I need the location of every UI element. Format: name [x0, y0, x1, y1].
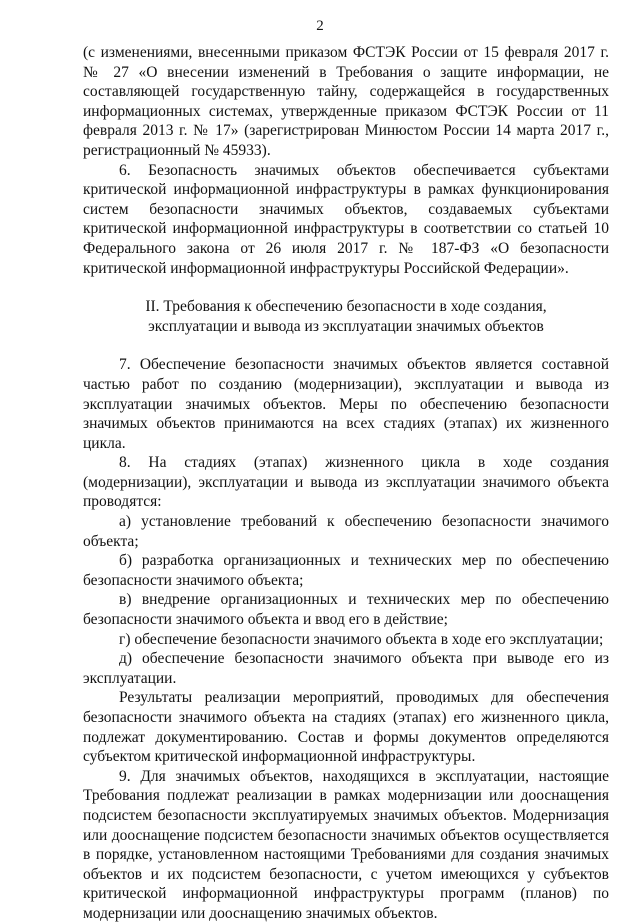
page-number: 2 — [316, 18, 324, 34]
intro-paragraph: (с изменениями, внесенными приказом ФСТЭК России от 15 февраля 2017 г. № 27 «О внесении изменений в Требования о защите информации, не составляющей государственную тайну, содержащейся в государственных информационных системах, утвержденные приказом ФСТЭК России от 11 февраля 2013 г. № 17» (зарегистрирован Минюстом России 14 марта 2017 г., регистрационный № 45933). — [83, 44, 609, 159]
document-body — [83, 43, 609, 924]
section-heading-line-2: эксплуатации и вывода из эксплуатации значимых объектов — [148, 317, 544, 335]
section-heading — [83, 297, 609, 336]
section-heading-line-1: II. Требования к обеспечению безопасности в ходе создания, — [145, 298, 547, 316]
results-paragraph: Результаты реализации мероприятий, проводимых для обеспечения безопасности значимого объекта на стадиях (этапах) его жизненного цикла, подлежат документированию. Состав и формы документов определяются субъектом критической информационной инфраструктуры. — [83, 689, 609, 766]
item-8-paragraph: 8. На стадиях (этапах) жизненного цикла в ходе создания (модернизации), эксплуатации и вывода из эксплуатации значимого объекта проводятся: — [83, 454, 609, 511]
item-8-list-item-a: а) установление требований к обеспечению безопасности значимого объекта; — [83, 513, 609, 550]
item-8-list-item-b: б) разработка организационных и технических мер по обеспечению безопасности значимого объекта; — [83, 552, 609, 589]
item-6-paragraph: 6. Безопасность значимых объектов обеспечивается субъектами критической информационной инфраструктуры в рамках функционирования систем безопасности значимых объектов, создаваемых субъектами критической информационной инфраструктуры в соответствии со статьей 10 Федерального закона от 26 июля 2017 г. № 187-ФЗ «О безопасности критической информационной инфраструктуры Российской Федерации». — [83, 161, 609, 277]
item-8-list-item-e: д) обеспечение безопасности значимого объекта при выводе его из эксплуатации. — [83, 650, 609, 687]
item-8-list-item-c: в) внедрение организационных и технических мер по обеспечению безопасности значимого объекта и ввод его в действие; — [83, 591, 609, 629]
item-7-paragraph: 7. Обеспечение безопасности значимых объектов является составной частью работ по созданию (модернизации), эксплуатации и вывода из эксплуатации значимых объектов. Меры по обеспечению безопасности значимых объектов принимаются на всех стадиях (этапах) их жизненного цикла. — [83, 356, 609, 452]
item-8-list-item-d: г) обеспечение безопасности значимого объекта в ходе его эксплуатации; — [119, 630, 604, 648]
item-9-paragraph: 9. Для значимых объектов, находящихся в эксплуатации, настоящие Требования подлежат реализации в рамках модернизации или дооснащения подсистем безопасности эксплуатируемых значимых объектов. Модернизация или дооснащение подсистем безопасности значимых объектов осуществляется в порядке, установленном настоящими Требованиями для создания значимых объектов и их подсистем безопасности, с учетом имеющихся у субъектов критической информационной инфраструктуры программ (планов) по модернизации или дооснащению значимых объектов. — [83, 767, 609, 922]
